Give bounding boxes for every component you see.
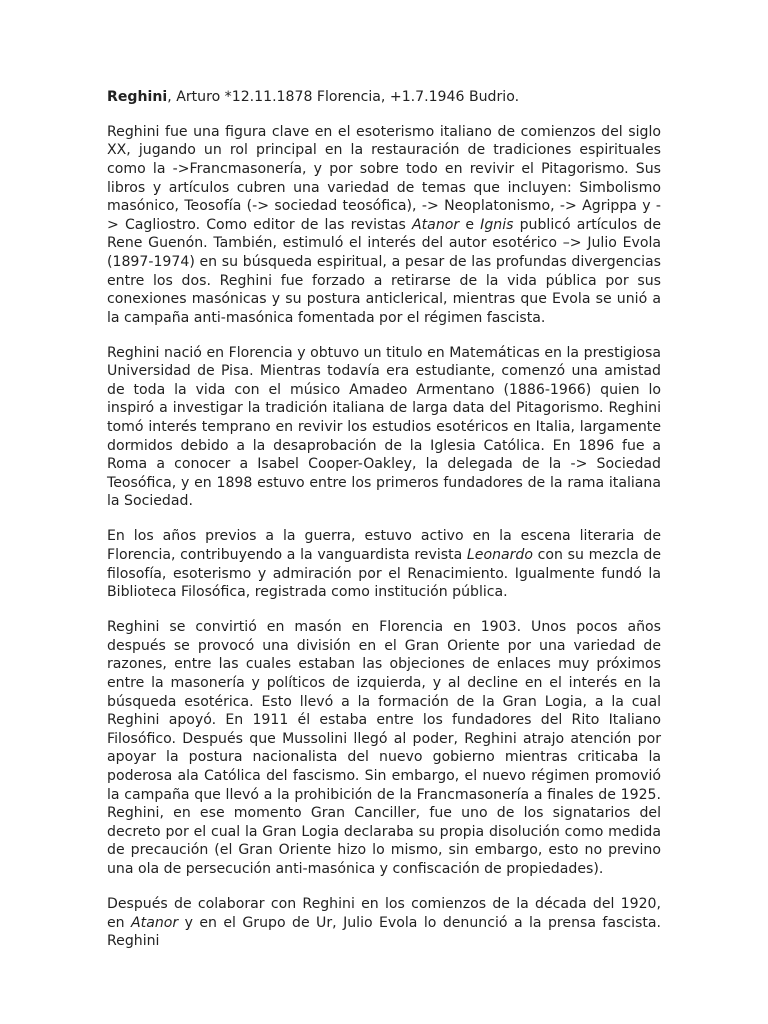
- journal-atanor-2: Atanor: [131, 914, 179, 931]
- journal-leonardo: Leonardo: [466, 547, 534, 564]
- paragraph-5: [107, 895, 661, 951]
- document-page: [107, 88, 661, 967]
- entry-dates: , Arturo *12.11.1878 Florencia, +1.7.1946 Budrio.: [167, 89, 520, 105]
- paragraph-3: [107, 527, 661, 601]
- paragraph-2: Reghini nació en Florencia y obtuvo un titulo en Matemáticas en la prestigiosa Universidad de Pisa. Mientras todavía era estudiante, comenzó una amistad de toda la vida con el músico Amadeo Armentano (1886-1966) quien lo inspiró a investigar la tradición italiana de larga data del Pitagorismo. Reghini tomó interés temprano en revivir los estudios esotéricos en Italia, largamente dormidos debido a la desaprobación de la Iglesia Católica. En 1896 fue a Roma a conocer a Isabel Cooper-Oakley, la delegada de la -> Sociedad Teosófica, y en 1898 estuvo entre los primeros fundadores de la rama italiana la Sociedad.: [107, 344, 661, 510]
- entry-name: Reghini: [107, 89, 168, 105]
- paragraph-5-text-a: Después de colaborar con Reghini en los comienzos de la década del 1920, en: [107, 895, 661, 931]
- paragraph-3-text-a: En los años previos a la guerra, estuvo activo en la escena literaria de Florencia, contribuyendo a la vanguardista revista: [107, 528, 661, 564]
- paragraph-1-text-a: Reghini fue una figura clave en el esoterismo italiano de comienzos del siglo XX, jugando un rol principal en la restauración de tradiciones espirituales como la ->Francmasonería, y por sobre todo en revivir el Pitagorismo. Sus libros y artículos cubren una variedad de temas que incluyen: Simbolismo masónico, Teosofía (-> sociedad teosófica), -> Neoplatonismo, -> Agrippa y -> Cagliostro. Como editor de las revistas: [107, 123, 661, 233]
- paragraph-5-text-b: y en el Grupo de Ur, Julio Evola lo denunció a la prensa fascista. Reghini: [107, 914, 661, 950]
- journal-ignis: Ignis: [480, 216, 514, 233]
- paragraph-1-text-c: publicó artículos de Rene Guenón. También, estimuló el interés del autor esotérico –> Julio Evola (1897-1974) en su búsqueda espiritual, a pesar de las profundas divergencias entre los dos. Reghini fue forzado a retirarse de la vida pública por sus conexiones masónicas y su postura anticlerical, mientras que Evola se unió a la campaña anti-masónica fomentada por el régimen fascista.: [107, 216, 661, 326]
- paragraph-1: [107, 123, 661, 328]
- paragraph-1-text-b: e: [459, 216, 481, 233]
- paragraph-4: Reghini se convirtió en masón en Florencia en 1903. Unos pocos años después se provocó una división en el Gran Oriente por una variedad de razones, entre las cuales estaban las objeciones de enlaces muy próximos entre la masonería y políticos de izquierda, y al decline en el interés en la búsqueda esotérica. Esto llevó a la formación de la Gran Logia, a la cual Reghini apoyó. En 1911 él estaba entre los fundadores del Rito Italiano Filosófico. Después que Mussolini llegó al poder, Reghini atrajo atención por apoyar la postura nacionalista del nuevo gobierno mientras criticaba la poderosa ala Católica del fascismo. Sin embargo, el nuevo régimen promovió la campaña que llevó a la prohibición de la Francmasonería a finales de 1925. Reghini, en ese momento Gran Canciller, fue uno de los signatarios del decreto por el cual la Gran Logia declaraba su propia disolución como medida de precaución (el Gran Oriente hizo lo mismo, sin embargo, esto no previno una ola de persecución anti-masónica y confiscación de propiedades).: [107, 619, 661, 877]
- entry-heading: [107, 88, 661, 107]
- journal-atanor: Atanor: [412, 216, 460, 233]
- paragraph-3-text-b: con su mezcla de filosofía, esoterismo y admiración por el Renacimiento. Igualmente fundó la Biblioteca Filosófica, registrada como institución pública.: [107, 547, 661, 601]
